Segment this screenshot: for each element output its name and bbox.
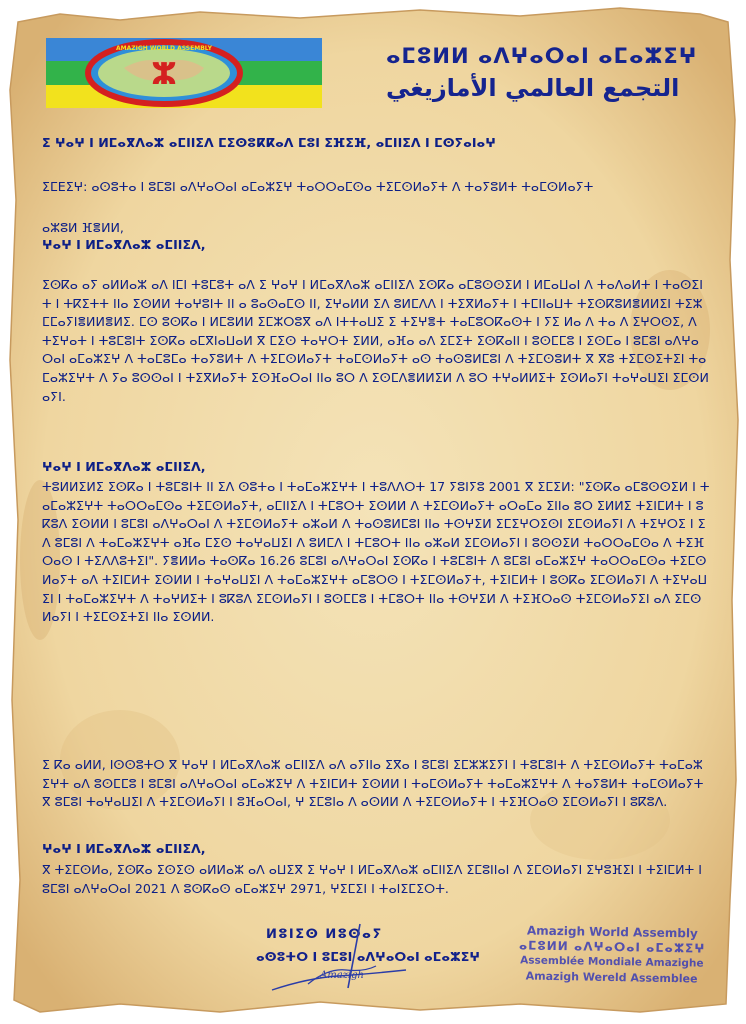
stamp-line-french: Assemblée Mondiale Amazighe — [520, 954, 704, 970]
svg-text:Amazigh: Amazigh — [320, 970, 364, 981]
paragraph-3: ⵉ ⴽⴰ ⴰⵍⵍ, ⵏⵙⵙⵓⵜⵔ ⴳ ⵖⴰⵖ ⵏ ⵍⵎⴰⴳⴷⴰⵣ ⴰⵎⵏⵏⵉⴷ ⴰⴷ ⴰⵢⵏⵏⴰ ⵉⴳⴰ ⵏ ⵓⵎⵓⵏ ⵉⵎⵣⵣⵉⵢⵏ ⵏ ⵜⵓⵎⵓⵏⵜ ⴷ ⵜⵉⵎⵙⵍⴰⵢⵜ ⵜⴰⵎⴰⵣⵉⵖⵜ ⴰⴷ ⵓⵙⵎⵎⵓ ⵏ ⵓⵎⵓⵏ ⴰⴷⵖⴰⵔⴰⵏ ⴰⵎⴰⵣⵉⵖ ⴷ ⵜⵉⵏⵎⵍⵜ ⵉⵙⵍⵍ ⵏ ⵜⴰⵎⵙⵍⴰⵢⵜ ⵜⴰⵎⴰⵣⵉⵖⵜ ⴷ ⵜⴰⵢⵓⵍⵜ ⵜⴰⵎⵙⵍⴰⵢⵜ ⴳ ⵓⵎⵓⵏ ⵜⴰⵖⴰⵡⵉⵏ ⴷ ⵜⵉⵎⵙⵍⴰⵢⵏ ⵏ ⵓⴼⴰⵔⴰⵏ, ⵖ ⵉⵎⵓⵏⴰ ⴷ ⴰⵙⵍⵍ ⴷ ⵜⵉⵎⵙⵍⴰⵢⵜ ⵏ ⵜⵉⴼⵔⴰⵙ ⵉⵎⵙⵍⴰⵢⵏ ⵏ ⵓⴽⵓⴷ. — [42, 757, 704, 810]
salutation-2: ⵖⴰⵖ ⵏ ⵍⵎⴰⴳⴷⴰⵣ ⴰⵎⵏⵏⵉⴷ, — [42, 459, 206, 474]
signatory-name: ⵍⵓⵏⵉⵙ ⵍⵓⵙⴰⵢ — [266, 927, 383, 942]
organization-stamp — [511, 923, 712, 986]
signatory-title: ⴰⵙⵓⵜⵔ ⵏ ⵓⵎⵓⵏ ⴰⴷⵖⴰⵔⴰⵏ ⴰⵎⴰⵣⵉⵖ — [256, 949, 480, 964]
handwritten-signature — [268, 918, 418, 998]
salutation-3: ⵖⴰⵖ ⵏ ⵍⵎⴰⴳⴷⴰⵣ ⴰⵎⵏⵏⵉⴷ, — [42, 841, 206, 856]
org-name-arabic: التجمع العالمي الأمازيغي — [386, 74, 680, 102]
paragraph-4: ⴳ ⵜⵉⵎⵙⵍⴰ, ⵉⵙⴽⴰ ⵉⵙⵉⵙ ⴰⵍⵍⴰⵣ ⴰⴷ ⴰⵡⵉⴳ ⵉ ⵖⴰⵖ ⵏ ⵍⵎⴰⴳⴷⴰⵣ ⴰⵎⵏⵏⵉⴷ ⵉⵎⵓⵏⵏⴰⵏ ⴷ ⵉⵎⵙⵍⴰⵢⵏ ⵉⵖⵓⴼⵉⵏ ⵏ ⵜⵉⵏⵎⵍⵜ ⵏ ⵓⵎⵓⵏ ⴰⴷⵖⴰⵔⴰⵏ 2021 ⴷ ⵓⵙⴽⴰⵙ ⴰⵎⴰⵣⵉⵖ 2971, ⵖⵉⵎⵉⵏ ⵏ ⵜⴰⵏⵉⵎⵉⵔⵜ. — [42, 862, 702, 896]
amazigh-flag-logo — [46, 38, 322, 108]
letter-subject: ⵉⵎⴹⵉⵖ: ⴰⵙⵓⵜⴰ ⵏ ⵓⵎⵓⵏ ⴰⴷⵖⴰⵔⴰⵏ ⴰⵎⴰⵣⵉⵖ ⵜⴰⵔⵔⴰⵎⵙⴰ ⵜⵉⵎⵙⵍⴰⵢⵜ ⴷ ⵜⴰⵢⵓⵍⵜ ⵜⴰⵎⵙⵍⴰⵢⵜ — [42, 179, 594, 194]
stamp-line-english: Amazigh World Assembly — [526, 923, 698, 941]
svg-text:AMAZIGH WORLD ASSEMBLY: AMAZIGH WORLD ASSEMBLY — [116, 45, 212, 52]
paragraph-1: ⵉⵙⴽⴰ ⴰⵢ ⴰⵍⵍⴰⵣ ⴰⴷ ⵏⵎⵏ ⵜⵓⵎⵓⵜ ⴰⴷ ⵉ ⵖⴰⵖ ⵏ ⵍⵎⴰⴳⴷⴰⵣ ⴰⵎⵏⵏⵉⴷ ⵉⵙⴽⴰ ⴰⵎⵓⵙⵙⵉⵍ ⵏ ⵍⵎⴰⵡⴰⵏ ⴷ ⵜⴰⴷⴰⵍⵜ ⵏ ⵜⴰⵙⵉⵏⵜ ⵏ ⵜⴽⵉⵜⵜ ⵏⵏⴰ ⵉⵙⵍⵍ ⵜⴰⵖⵓⵏⵜ ⵏⵏ ⴰ ⵓⴰⵙⴰⵎⵙ ⵏⵏ, ⵉⵖⴰⵍⵍ ⵉⴷ ⵓⵍⵎⴷⴷ ⵏ ⵜⵉⴳⵍⴰⵢⵜ ⵏ ⵜⵎⵏⵏⴰⵡⵜ ⵜⵉⵙⴽⵓⵍⴻⵍⵍⵉⵏ ⵜⵉⵣⵎⵎⴰⵢⵏⴻⵍⵍⴻⵍⵉ. ⵎⵙ ⵓⵙⴽⴰ ⵏ ⵍⵎⵓⵍⵍ ⵉⵎⵣⵔⵓⴳ ⴰⴷ ⵏⵜⵜⴰⵡⵉ ⵉ ⵜⵉⵖⴻⵜ ⵜⴰⵎⵓⵔⴽⴰⵙⵜ ⵏ ⵢⵉ ⵍⴰ ⴷ ⵜⴰ ⴷ ⵉⵖⵔⵙⵉ, ⴷ ⵜⵉⵖⴰⵜ ⵏ ⵜⵓⵎⵓⵏⵜ ⵉⵙⴽⴰ ⴰⵎⴳⵏⴰⵡⴰⵍ ⴳ ⵎⵉⵙ ⵜⴰⵖⵔⵜ ⵉⵍⵍ, ⴰⴼⴰ ⴰⴷ ⵉⵎⵉⵜ ⵉⵙⴽⴰⵏⵏ ⵏ ⵓⵙⵎⵎⵓ ⵏ ⵉⵙⵎⴰ ⵏ ⵓⵎⵓⵏ ⴰⴷⵖⴰⵔⴰⵏ ⴰⵎⴰⵣⵉⵖ ⴷ ⵜⴰⵎⵓⵎⴰ ⵜⴰⵢⵓⵍⵜ ⴷ ⵜⵉⵎⵙⵍⴰⵢⵜ ⵜⴰⵎⵙⵍⴰⵢⵜ ⴰⵙ ⵜⴰⵙⵓⵍⵎⵓⵏ ⴷ ⵜⵉⵎⵙⵓⵍⵜ ⴳ ⴳⵓ ⵜⵉⵎⵙⵉⵜⵉⵏ ⵜⴰⵎⴰⵣⵉⵖⵜ ⴷ ⵢⴰ ⵓⵙⵙⴰⵏ ⵏ ⵜⵉⴳⵍⴰⵢⵜ ⵉⵙⴼⴰⵔⴰⵏ ⵏⵏⴰ ⵓⵔ ⴷ ⵉⵙⵎⴷⴻⵍⵍⵉⵍ ⴷ ⵓⵔ ⵜⵖⴰⵍⵍⵉⵜ ⵉⵙⵍⴰⵢⵏ ⵜⴰⵖⴰⵡⵉⵏ ⵉⵎⵙⵍⴰⵢⵏ. — [42, 277, 709, 404]
paragraph-2: ⵜⵓⵍⵍⵉⵍⵉ ⵉⵙⴽⴰ ⵏ ⵜⵓⵎⵓⵏⵜ ⵏⵏ ⵉⴷ ⵙⵓⵜⴰ ⵏ ⵜⴰⵎⴰⵣⵉⵖⵜ ⵏ ⵜⵓⴷⴷⵔⵜ 17 ⵢⵓⵏⵢⵓ 2001 ⴳ ⵉⵎⵉⵍ: "ⵉⵙⴽⴰ ⴰⵎⵓⵙⵙⵉⵍ ⵏ ⵜⴰⵎⴰⵣⵉⵖⵜ ⵜⴰⵔⵔⴰⵎⵙⴰ ⵜⵉⵎⵙⵍⴰⵢⵜ, ⴰⵎⵏⵏⵉⴷ ⵏ ⵜⵎⵓⵔⵜ ⵉⵙⵍⵍ ⴷ ⵜⵉⵎⵙⵍⴰⵢⵜ ⴰⵔⴰⵎⴰ ⵉⵏⵏⴰ ⵓⵔ ⵉⵍⵍⵉ ⵜⵉⵏⵎⵍⵜ ⵏ ⵓⴽⵓⴷ ⵉⵙⵍⵍ ⵏ ⵓⵎⵓⵏ ⴰⴷⵖⴰⵔⴰⵏ ⴷ ⵜⵉⵎⵙⵍⴰⵢⵜ ⴰⵣⴰⵍ ⴷ ⵜⴰⵙⵓⵍⵎⵓⵏ ⵏⵏⴰ ⵜⵙⵖⵉⵍ ⵉⵎⵉⵖⵔⵉⵙⵏ ⵉⵎⵙⵍⴰⵢⵏ ⴷ ⵜⵉⵖⵔⵉ ⵏ ⵉⴷ ⵓⵎⵓⵏ ⴷ ⵜⴰⵎⴰⵣⵉⵖⵜ ⴰⴼⴰ ⵎⵉⵙ ⵜⴰⵖⴰⵡⵉⵏ ⴷ ⵓⵍⵎⴷ ⵏ ⵜⵎⵓⵔⵜ ⵏⵏⴰ ⴰⵣⴰⵍ ⵉⵎⵙⵍⴰⵢⵏ ⵏ ⵓⵙⵙⵉⵍ ⵜⴰⵔⵔⴰⵎⵙⴰ ⴷ ⵜⵉⴼⵔⴰⵙ ⵏ ⵜⵉⴷⴷⵓⵜⵉⵏ". ⵢⴻⵍⵍⴰ ⵜⴰⵙⴽⴰ 16.26 ⵓⵎⵓⵏ ⴰⴷⵖⴰⵔⴰⵏ ⵉⵙⴽⴰ ⵏ ⵜⵓⵎⵓⵏⵜ ⴷ ⵓⵎⵓⵏ ⴰⵎⴰⵣⵉⵖ ⵜⴰⵔⵔⴰⵎⵙⴰ ⵜⵉⵎⵙⵍⴰⵢⵜ ⴰⴷ ⵜⵉⵏⵎⵍⵜ ⵉⵙⵍⵍ ⵏ ⵜⴰⵖⴰⵡⵉⵏ ⴷ ⵜⴰⵎⴰⵣⵉⵖⵜ ⴰⵎⵓⵔⵙ ⵏ ⵜⵉⵎⵙⵍⴰⵢⵜ, ⵜⵉⵏⵎⵍⵜ ⵏ ⵓⵙⴽⴰ ⵉⵎⵙⵍⴰⵢⵏ ⴷ ⵜⵉⵖⴰⵡⵉⵏ ⵏ ⵜⴰⵎⴰⵣⵉⵖⵜ ⴷ ⵜⴰⵖⵍⵉⵜ ⵏ ⵓⴽⵓⴷ ⵉⵎⵙⵍⴰⵢⵏ ⵏ ⵓⵙⵎⵎⵓ ⵏ ⵜⵎⵓⵔⵜ ⵏⵏⴰ ⵜⵙⵖⵉⵍ ⴷ ⵜⵉⴼⵔⴰⵙ ⵜⵉⵎⵙⵍⴰⵢⵉⵏ ⴰⴷ ⵉⵎⵙⵍⴰⵢⵏ ⵏ ⵜⵉⵎⵙⵉⵜⵉⵏ ⵏⵏⴰ ⵉⵙⵍⵍ. — [42, 479, 710, 625]
salutation-1: ⵖⴰⵖ ⵏ ⵍⵎⴰⴳⴷⴰⵣ ⴰⵎⵏⵏⵉⴷ, — [42, 237, 206, 252]
svg-text:ⵣ: ⵣ — [151, 57, 177, 92]
letter-heading: ⵉ ⵖⴰⵖ ⵏ ⵍⵎⴰⴳⴷⴰⵣ ⴰⵎⵏⵏⵉⴷ ⵎⵉⵙⵓⴽⴽⴰⴷ ⵎⵓⵏ ⵉⴼⵉⴼ, ⴰⵎⵏⵏⵉⴷ ⵏ ⵎⵙⵢⴰⵏⴰⵖ — [42, 135, 496, 150]
emblem-icon — [46, 38, 322, 108]
stamp-line-dutch: Amazigh Wereld Assemblee — [525, 969, 698, 986]
stamp-line-tifinagh: ⴰⵎⵓⵍⵍ ⴰⴷⵖⴰⵔⴰⵏ ⴰⵎⴰⵣⵉⵖ — [518, 938, 706, 956]
org-name-tifinagh: ⴰⵎⵓⵍⵍ ⴰⴷⵖⴰⵔⴰⵏ ⴰⵎⴰⵣⵉⵖ — [386, 44, 698, 68]
greeting-line: ⴰⵣⵓⵍ ⴼⴻⵍⵍ, — [42, 220, 124, 235]
